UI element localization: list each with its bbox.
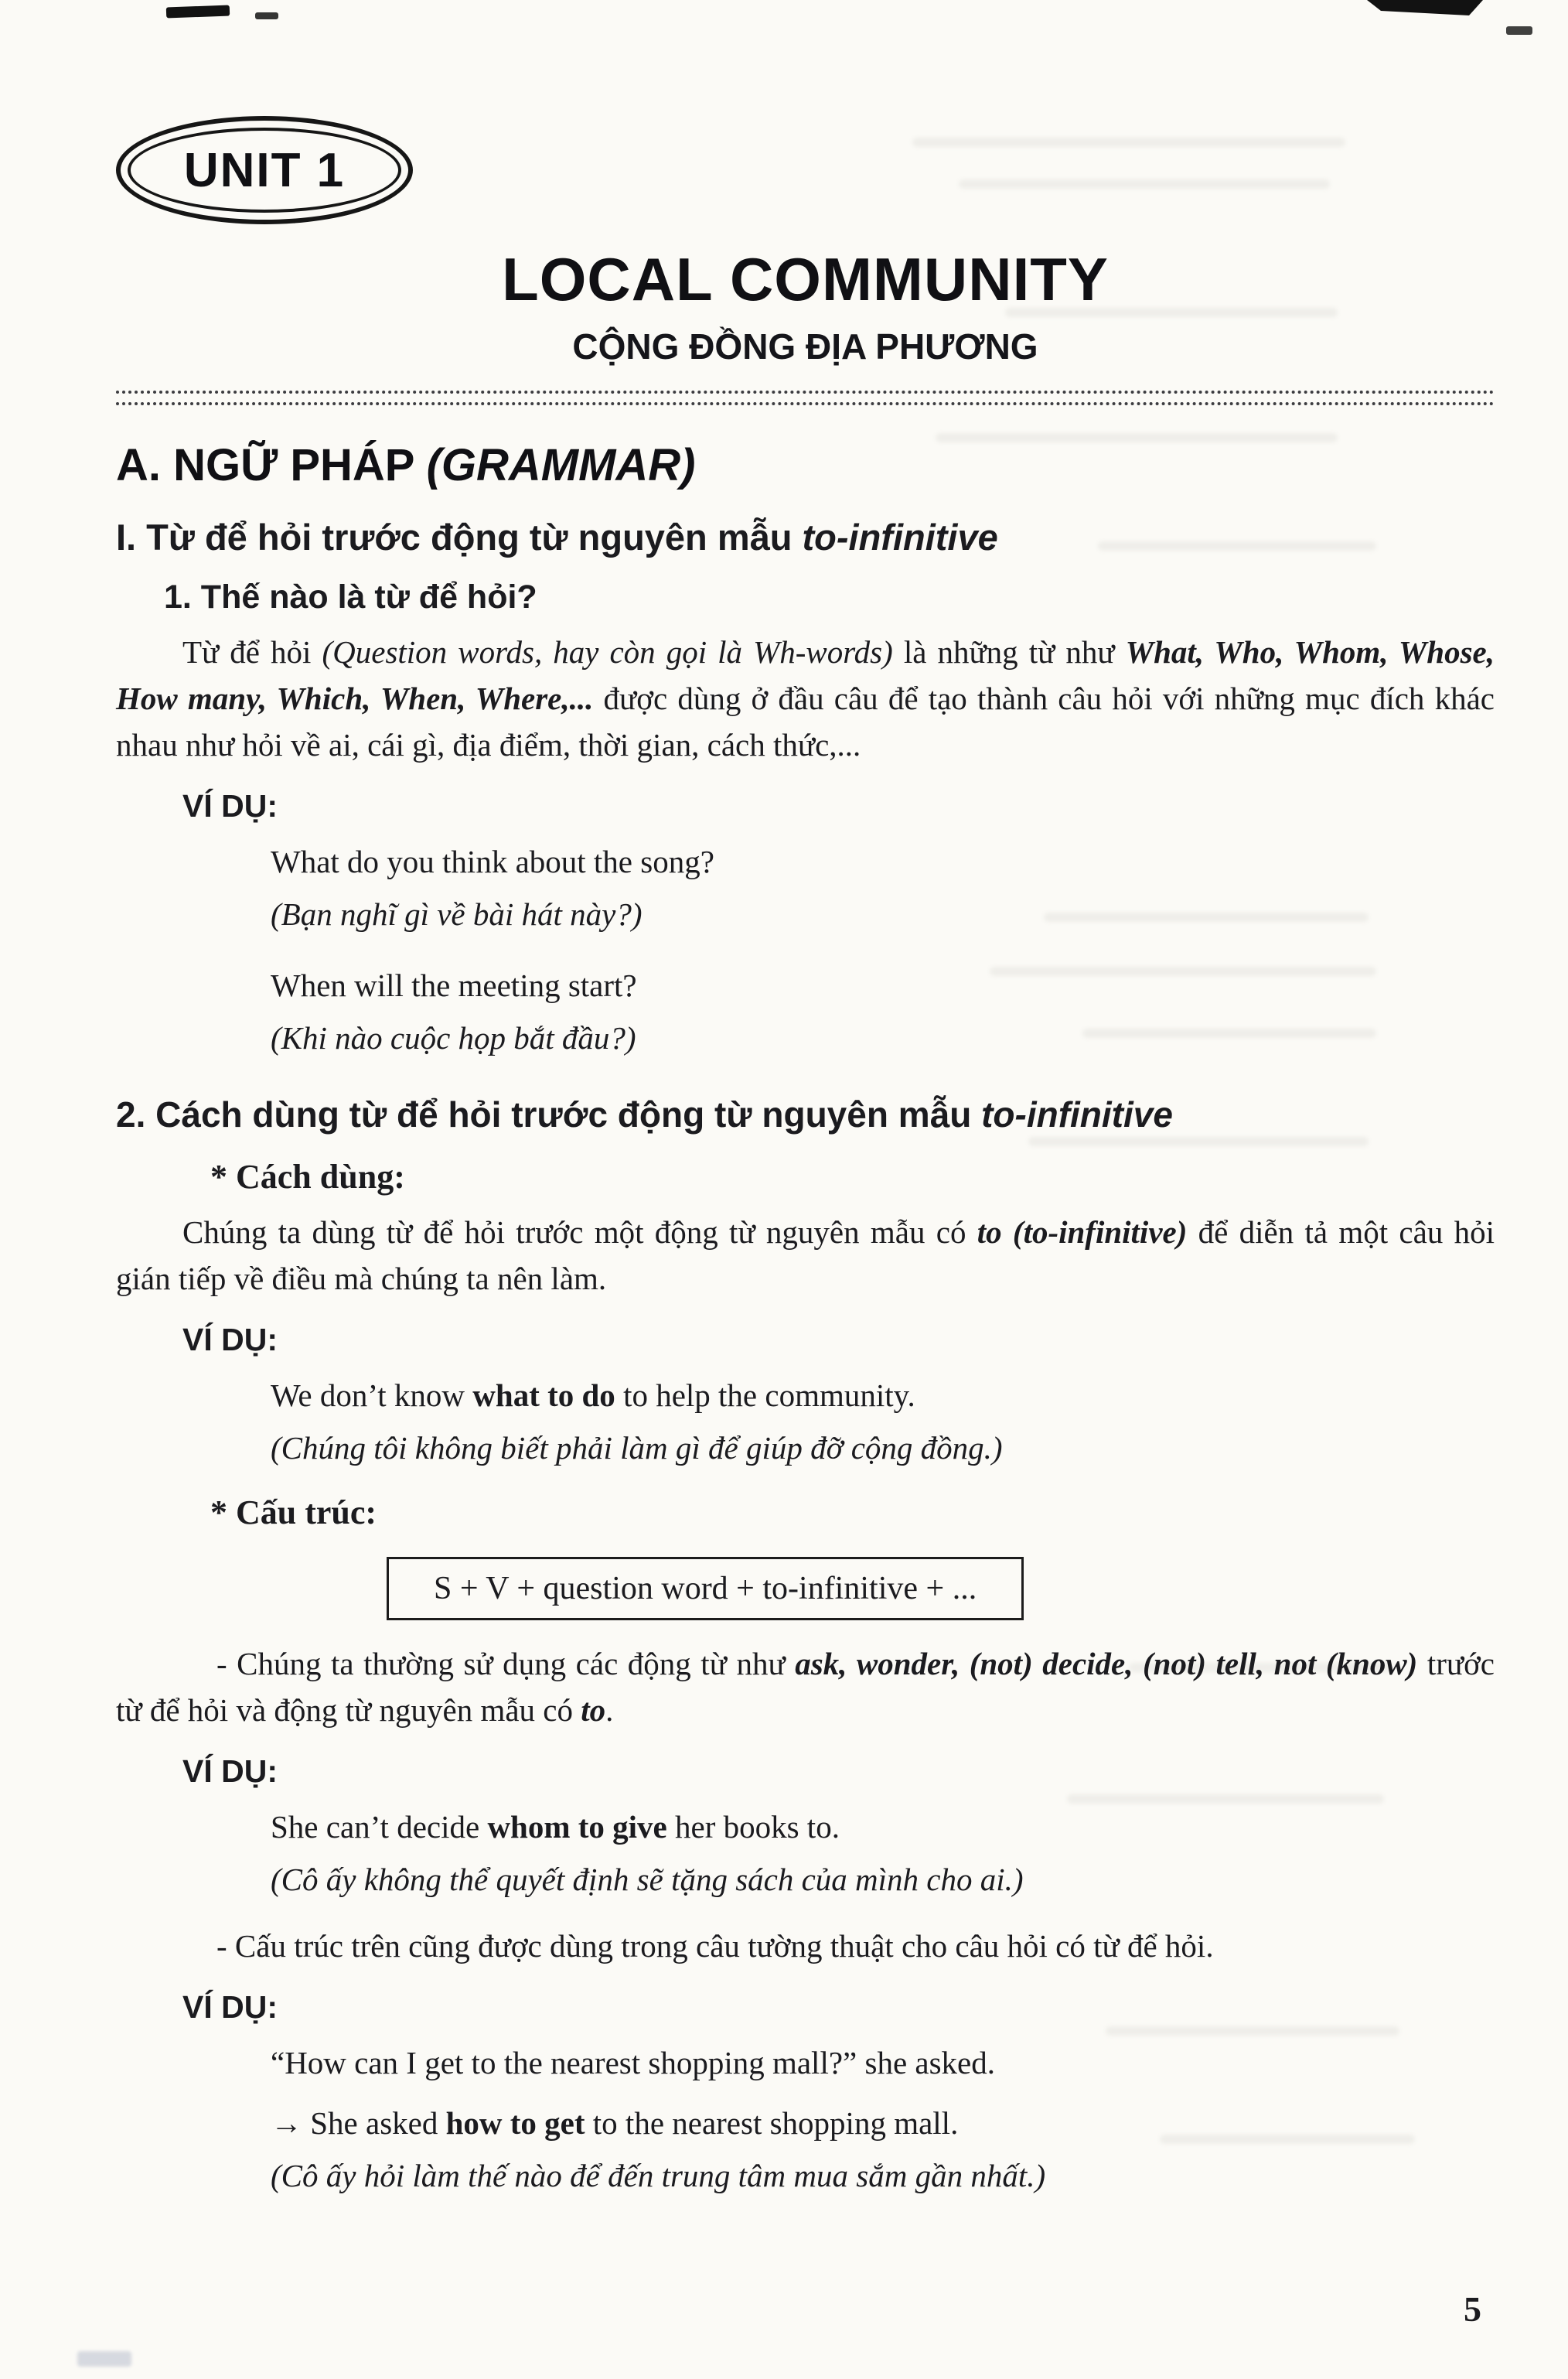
example-sentence <box>271 1804 1495 1850</box>
text-run: We don’t know <box>271 1377 473 1413</box>
page-number: 5 <box>1464 2289 1481 2329</box>
text-run: to the nearest shopping mall. <box>585 2105 959 2141</box>
example-quote: “How can I get to the nearest shopping mall?” she asked. <box>271 2045 995 2080</box>
arrow-glyph-run: → She asked <box>271 2105 446 2141</box>
text-run: - Chúng ta thường sử dụng các động từ như <box>216 1646 796 1681</box>
example-label: VÍ DỤ: <box>182 1322 278 1357</box>
text-run: whom to give <box>487 1809 667 1845</box>
usage-paragraph <box>116 1209 1495 1302</box>
example-sentence: When will the meeting start? <box>271 968 637 1003</box>
text-run-term: to-infinitive <box>981 1094 1173 1135</box>
text-run: được dùng ở đầu câu để tạo thành câu hỏi với những mục đích khác nhau như hỏi về ai, cái gì, địa điểm, thời gian, cách thức,... <box>116 681 1495 763</box>
example-translation: (Bạn nghĩ gì về bài hát này?) <box>271 896 643 932</box>
example-label: VÍ DỤ: <box>182 1753 278 1789</box>
text-run: She can’t decide <box>271 1809 488 1845</box>
text-run: I. Từ để hỏi trước động từ nguyên mẫu <box>116 517 803 558</box>
text-run: 2. Cách dùng từ để hỏi trước động từ nguyên mẫu <box>116 1094 982 1135</box>
structure-label: * Cấu trúc: <box>210 1493 377 1531</box>
text-run-term: to-infinitive <box>802 517 998 558</box>
example-sentence: What do you think about the song? <box>271 844 714 879</box>
example-translation: (Cô ấy không thể quyết định sẽ tặng sách của mình cho ai.) <box>271 1862 1024 1897</box>
section-a-label-english: (GRAMMAR) <box>426 440 696 490</box>
text-run: how to get <box>445 2105 585 2141</box>
question-2-heading <box>116 1094 1495 1135</box>
part-1-heading <box>116 516 1495 558</box>
definition-paragraph <box>116 629 1495 768</box>
text-run: để diễn tả một câu hỏi gián tiếp về điều mà chúng ta nên làm. <box>116 1214 1495 1296</box>
note-paragraph <box>116 1640 1495 1733</box>
text-run: ask, wonder, (not) decide, (not) tell, not (know) <box>795 1646 1418 1681</box>
text-run: what to do <box>472 1377 615 1413</box>
text-run: to (to-infinitive) <box>977 1214 1188 1250</box>
text-run: to <box>581 1692 606 1728</box>
grammar-formula-box: S + V + question word + to-infinitive + ... <box>387 1557 1024 1620</box>
example-translation: (Chúng tôi không biết phải làm gì để giúp đỡ cộng đồng.) <box>271 1430 1003 1466</box>
text-run: What, Who, Whom, Whose, How many, Which, When, Where,... <box>116 634 1495 716</box>
formula-container <box>387 1557 1495 1620</box>
page-subtitle: CỘNG ĐỒNG ĐỊA PHƯƠNG <box>572 326 1038 367</box>
text-run: Chúng ta dùng từ để hỏi trước một động từ nguyên mẫu có <box>182 1214 977 1250</box>
page-title: LOCAL COMMUNITY <box>502 245 1109 313</box>
section-a-label: A. NGỮ PHÁP <box>116 440 427 490</box>
example-reported-sentence <box>271 2100 1495 2146</box>
example-translation: (Cô ấy hỏi làm thế nào để đến trung tâm mua sắm gần nhất.) <box>271 2158 1046 2193</box>
text-run: là những từ như <box>892 634 1126 670</box>
section-a-heading <box>116 439 1495 491</box>
example-label: VÍ DỤ: <box>182 1989 278 2025</box>
unit-badge-label: UNIT 1 <box>183 143 346 197</box>
example-translation: (Khi nào cuộc họp bắt đầu?) <box>271 1020 636 1056</box>
example-label: VÍ DỤ: <box>182 788 278 824</box>
text-run: her books to. <box>666 1809 840 1845</box>
text-run: Từ để hỏi <box>182 634 322 670</box>
usage-label: * Cách dùng: <box>210 1158 405 1196</box>
dotted-divider <box>116 402 1495 405</box>
example-sentence <box>271 1372 1495 1418</box>
note-paragraph: - Cấu trúc trên cũng được dùng trong câu tường thuật cho câu hỏi có từ để hỏi. <box>216 1928 1214 1964</box>
unit-badge <box>116 116 413 224</box>
question-1-heading: 1. Thế nào là từ để hỏi? <box>164 579 537 616</box>
dotted-divider <box>116 391 1495 394</box>
text-run: trước từ để hỏi và động từ nguyên mẫu có <box>116 1646 1495 1728</box>
text-run: to help the community. <box>615 1377 915 1413</box>
text-run: . <box>605 1692 614 1728</box>
text-run: (Question words, hay còn gọi là Wh-words) <box>322 634 893 670</box>
